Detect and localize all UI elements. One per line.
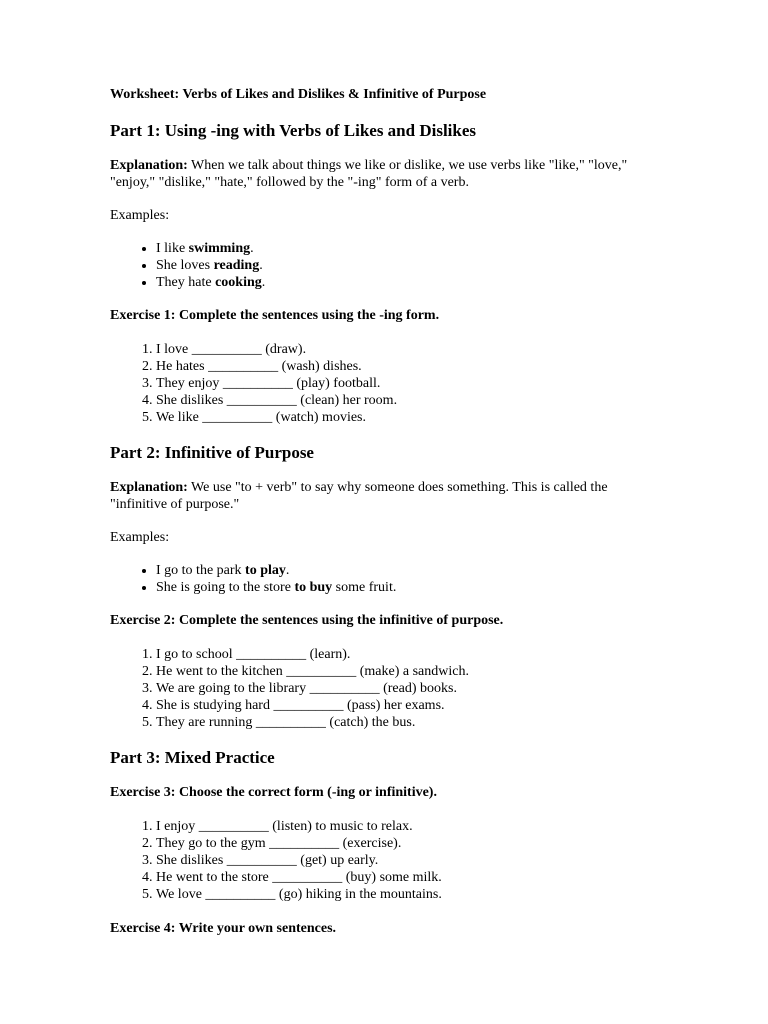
part1-explanation-text: When we talk about things we like or dislike, we use verbs like "like," "love," "enjoy," "dislike," "hate," followed by the "-ing" form of a verb. — [110, 158, 628, 190]
list-item: 5. We like __________ (watch) movies. — [156, 409, 768, 426]
example-text: . — [259, 258, 263, 273]
example-text: She loves — [156, 258, 214, 273]
list-item: 4. He went to the store __________ (buy) some milk. — [156, 869, 768, 886]
part2-explanation-label: Explanation: — [110, 480, 188, 495]
example-text: . — [261, 275, 266, 290]
list-item: 3. We are going to the library __________ (read) books. — [156, 680, 768, 697]
exercise3-heading: Exercise 3: Choose the correct form (-ing or infinitive). — [110, 785, 437, 800]
part2-explanation-text: We use "to + verb" to say why someone does something. This is called the "infinitive of purpose." — [110, 480, 608, 512]
example-text: . — [250, 241, 254, 256]
exercise1-heading: Exercise 1: Complete the sentences using the -ing form. — [110, 308, 440, 323]
example-emphasis: to buy — [294, 580, 333, 595]
list-item: 2. He went to the kitchen __________ (make) a sandwich. — [156, 663, 768, 680]
part1-examples-label: Examples: — [110, 208, 170, 223]
document-title: Worksheet: Verbs of Likes and Dislikes & Infinitive of Purpose — [110, 87, 487, 102]
part2-explanation — [110, 479, 650, 513]
part1-examples-list — [110, 240, 768, 291]
list-item — [156, 240, 768, 257]
list-item: 1. I enjoy __________ (listen) to music to relax. — [156, 818, 768, 835]
exercise2-list — [110, 646, 768, 731]
example-text: I go to the park — [156, 563, 246, 578]
list-item: 2. He hates __________ (wash) dishes. — [156, 358, 768, 375]
list-item — [156, 579, 768, 596]
exercise4-heading: Exercise 4: Write your own sentences. — [110, 921, 337, 936]
example-text: some fruit. — [332, 580, 397, 595]
example-emphasis: swimming — [188, 241, 251, 256]
part2-examples-list — [110, 562, 768, 596]
part2-heading: Part 2: Infinitive of Purpose — [110, 443, 314, 462]
exercise1-list — [110, 341, 768, 426]
example-text: She is going to the store — [156, 580, 295, 595]
part1-heading: Part 1: Using -ing with Verbs of Likes and Dislikes — [110, 121, 477, 140]
list-item: 1. I love __________ (draw). — [156, 341, 768, 358]
part1-explanation — [110, 157, 650, 191]
list-item: 3. They enjoy __________ (play) football. — [156, 375, 768, 392]
exercise3-list — [110, 818, 768, 903]
list-item: 5. We love __________ (go) hiking in the mountains. — [156, 886, 768, 903]
part3-heading: Part 3: Mixed Practice — [110, 748, 275, 767]
example-emphasis: reading — [213, 258, 260, 273]
example-emphasis: cooking — [215, 275, 262, 290]
example-text: . — [285, 563, 290, 578]
list-item: 3. She dislikes __________ (get) up early. — [156, 852, 768, 869]
list-item: 4. She is studying hard __________ (pass) her exams. — [156, 697, 768, 714]
list-item: 1. I go to school __________ (learn). — [156, 646, 768, 663]
list-item — [156, 257, 768, 274]
example-emphasis: to play — [245, 563, 286, 578]
part2-examples-label: Examples: — [110, 530, 170, 545]
part1-explanation-label: Explanation: — [110, 158, 188, 173]
list-item — [156, 562, 768, 579]
exercise2-heading: Exercise 2: Complete the sentences using the infinitive of purpose. — [110, 613, 504, 628]
list-item: 2. They go to the gym __________ (exercise). — [156, 835, 768, 852]
list-item — [156, 274, 768, 291]
example-text: I like — [156, 241, 189, 256]
list-item: 4. She dislikes __________ (clean) her room. — [156, 392, 768, 409]
list-item: 5. They are running __________ (catch) the bus. — [156, 714, 768, 731]
example-text: They hate — [156, 275, 216, 290]
